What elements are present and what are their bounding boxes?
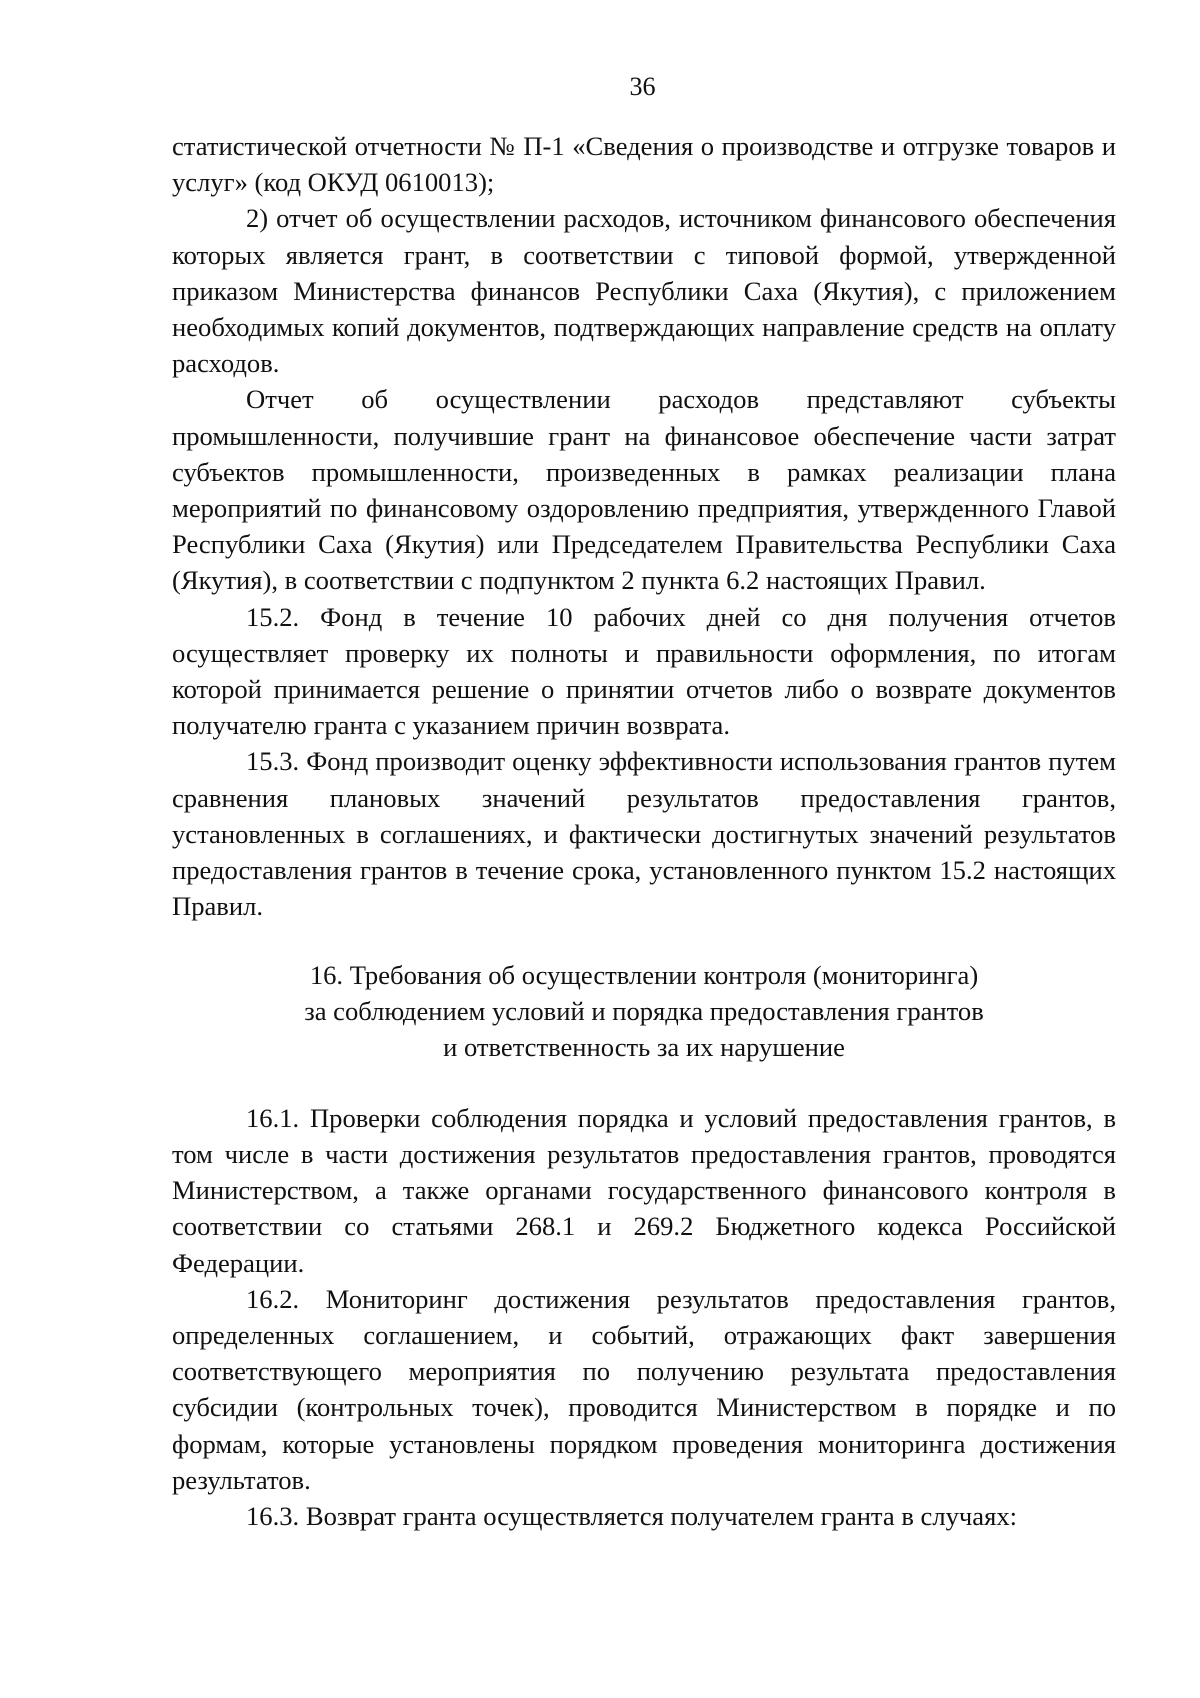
section-heading-line-1: 16. Требования об осуществлении контроля (мониторинга) (309, 960, 979, 991)
paragraph-15-2: 15.2. Фонд в течение 10 рабочих дней со дня получения отчетов осуществляет проверку их полноты и правильности оформления, по итогам которой принимается решение о принятии отчетов либо о возврате документов получателю гранта с указанием причин возврата. (172, 601, 1116, 741)
section-heading-line-2: за соблюдением условий и порядка предоставления грантов (304, 996, 984, 1027)
paragraph-item-2: 2) отчет об осуществлении расходов, источником финансового обеспечения которых является грант, в соответствии с типовой формой, утвержденной приказом Министерства финансов Республики Саха (Якутия), с приложением необходимых копий документов, подтверждающих направление средств на оплату расходов. (172, 203, 1116, 379)
document-body (172, 128, 1116, 1534)
page-number: 36 (629, 72, 656, 101)
section-heading-line-3: и ответственность за их нарушение (443, 1032, 845, 1063)
paragraph-report-submitters: Отчет об осуществлении расходов представляют субъекты промышленности, получившие грант на финансовое обеспечение части затрат субъектов промышленности, произведенных в рамках реализации плана мероприятий по финансовому оздоровлению предприятия, утвержденного Главой Республики Саха (Якутия) или Председателем Правительства Республики Саха (Якутия), в соответствии с подпунктом 2 пункта 6.2 настоящих Правил. (172, 384, 1116, 596)
paragraph-16-3: 16.3. Возврат гранта осуществляется получателем гранта в случаях: (246, 1501, 1017, 1532)
paragraph-16-2: 16.2. Мониторинг достижения результатов предоставления грантов, определенных соглашением, и событий, отражающих факт завершения соответствующего мероприятия по получению результата предоставления субсидии (контрольных точек), проводится Министерством в порядке и по формам, которые установлены порядком проведения мониторинга достижения результатов. (172, 1283, 1116, 1495)
section-heading-16 (172, 958, 1116, 1065)
paragraph-15-3: 15.3. Фонд производит оценку эффективности использования грантов путем сравнения плановых значений результатов предоставления грантов, установленных в соглашениях, и фактически достигнутых значений результатов предоставления грантов в течение срока, установленного пунктом 15.2 настоящих Правил. (172, 746, 1116, 922)
paragraph-16-1: 16.1. Проверки соблюдения порядка и условий предоставления грантов, в том числе в части достижения результатов предоставления грантов, проводятся Министерством, а также органами государственного финансового контроля в соответствии со статьями 268.1 и 269.2 Бюджетного кодекса Российской Федерации. (172, 1102, 1116, 1278)
paragraph-continuation: статистической отчетности № П-1 «Сведения о производстве и отгрузке товаров и услуг» (код ОКУД 0610013); (172, 131, 1116, 198)
